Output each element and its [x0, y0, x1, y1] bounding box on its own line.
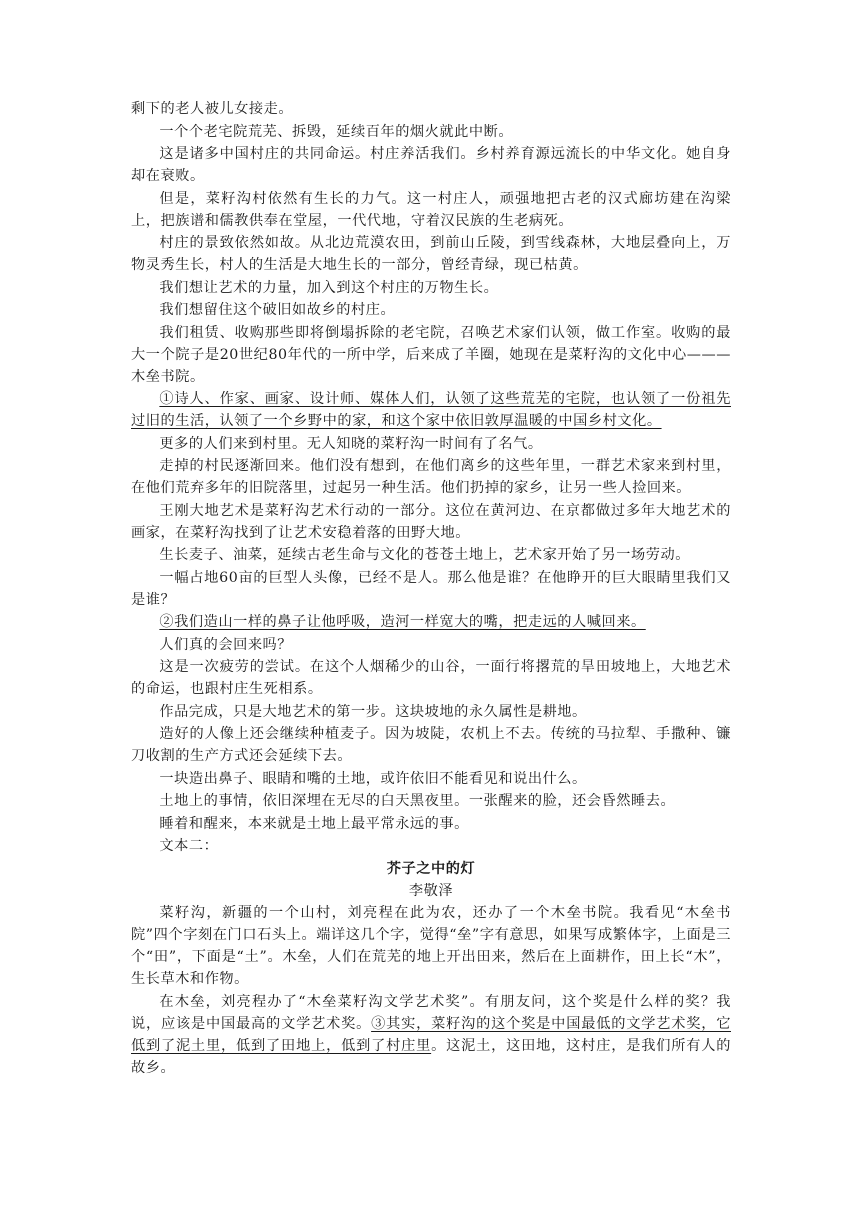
paragraph-text: 更多的人们来到村里。无人知晓的菜籽沟一时间有了名气。: [159, 435, 543, 452]
paragraph: [131, 634, 731, 656]
paragraph-text: 王刚大地艺术是菜籽沟艺术行动的一部分。这位在黄河边、在京都做过多年大地艺术的画家，在菜籽沟找到了让艺术安稳着落的田野大地。: [131, 502, 731, 541]
paragraph-text: 在木垒，刘亮程办了“木垒菜籽沟文学艺术奖”。有朋友问，这个奖是什么样的奖？我说，应该是中国最高的文学艺术奖。: [131, 993, 731, 1032]
paragraph-text: 村庄的景致依然如故。从北边荒漠农田，到前山丘陵，到雪线森林，大地层叠向上，万物灵秀生长，村人的生活是大地生长的一部分，曾经青绿，现已枯黄。: [131, 235, 731, 273]
paragraph: [131, 98, 731, 120]
underlined-sentence: ③其实，菜籽沟的这个奖是中国最低的文学艺术奖，它低到了泥土里，低到了田地上，低到了村庄里: [131, 1015, 731, 1054]
paragraph: [131, 991, 731, 1079]
paragraph: [131, 544, 731, 566]
paragraph: [131, 232, 731, 276]
paragraph-text: 我们想让艺术的力量，加入到这个村庄的万物生长。: [159, 279, 499, 296]
paragraph-text: 人们真的会回来吗？: [159, 636, 293, 653]
paragraph-text: 造好的人像上还会继续种植麦子。因为坡陡，农机上不去。传统的马拉犁、手撒种、镰刀收割的生产方式还会延续下去。: [131, 726, 731, 764]
paragraph: [131, 500, 731, 544]
paragraph-text: 一个个老宅院荒芜、拆毁，延续百年的烟火就此中断。: [159, 123, 514, 140]
paragraph-text: 走掉的村民逐渐回来。他们没有想到，在他们离乡的这些年里，一群艺术家来到村里，在他们荒弃多年的旧院落里，过起另一种生活。他们扔掉的家乡，让另一些人捡回来。: [131, 458, 731, 496]
paragraph-text: 我们想留住这个破旧如故乡的村庄。: [159, 302, 396, 318]
paragraph-text: 一幅占地60亩的巨型人头像，已经不是人。那么他是谁？在他睁开的巨大眼睛里我们又是谁？: [131, 569, 731, 608]
article-title: 芥子之中的灯: [386, 861, 476, 877]
paragraph: [131, 656, 731, 700]
paragraph: [131, 701, 731, 723]
paragraph: [131, 143, 731, 187]
paragraph: [131, 723, 731, 767]
paragraph: [131, 790, 731, 812]
paragraph-text: 这是一次疲劳的尝试。在这个人烟稀少的山谷，一面行将撂荒的旱田坡地上，大地艺术的命运，也跟村庄生死相系。: [131, 659, 731, 697]
paragraph-text: 我们租赁、收购那些即将倒塌拆除的老宅院，召唤艺术家们认领，做工作室。收购的最大一个院子是20世纪80年代的一所中学，后来成了羊圈，她现在是菜籽沟的文化中心———木垒书院。: [131, 324, 731, 385]
paragraph: [131, 188, 731, 232]
paragraph: [131, 277, 731, 299]
article-author: 李敬泽: [408, 883, 454, 899]
paragraph: [131, 455, 731, 499]
paragraph: 菜籽沟，新疆的一个山村，刘亮程在此为农，还办了一个木垒书院。我看见“木垒书院”四个字刻在门口石头上。端详这几个字，觉得“垒”字有意思，如果写成繁体字，上面是三个“田”，下面是“土”。木垒，人们在荒芜的地上开出田来，然后在上面耕作，田上长“木”，生长草木和作物。: [131, 905, 731, 987]
paragraph-text: 一块造出鼻子、眼睛和嘴的土地，或许依旧不能看见和说出什么。: [159, 770, 587, 787]
paragraph-text: 。这泥土，这田地，这村庄，是我们所有人的故乡。: [131, 1037, 731, 1076]
paragraph: [131, 611, 731, 633]
paragraph-text: 这是诸多中国村庄的共同命运。村庄养活我们。乡村养育源远流长的中华文化。她自身却在衰败。: [131, 146, 731, 184]
underlined-sentence: ②我们造山一样的鼻子让他呼吸，造河一样宽大的嘴，把走远的人喊回来。: [159, 614, 646, 630]
paragraph-text: 土地上的事情，依旧深埋在无尽的白天黑夜里。一张醒来的脸，还会昏然睡去。: [159, 793, 676, 809]
paragraph: [131, 433, 731, 455]
document-page: [131, 98, 731, 1079]
paragraph-text: 但是，菜籽沟村依然有生长的力气。这一村庄人，顽强地把古老的汉式廊坊建在沟梁上，把族谱和儒教供奉在堂屋，一代代地，守着汉民族的生老病死。: [131, 190, 731, 229]
paragraph: [131, 322, 731, 388]
paragraph: [131, 121, 731, 143]
paragraph: [131, 835, 731, 857]
paragraph: [131, 567, 731, 611]
paragraph-text: 作品完成，只是大地艺术的第一步。这块坡地的永久属性是耕地。: [159, 703, 587, 720]
paragraph-text: 生长麦子、油菜，延续古老生命与文化的苍苍土地上，艺术家开始了另一场劳动。: [159, 547, 690, 563]
paragraph: [131, 813, 731, 835]
paragraph: [131, 388, 731, 432]
paragraph: [131, 299, 731, 321]
text-one-body: [131, 98, 731, 857]
underlined-sentence: ①诗人、作家、画家、设计师、媒体人们，认领了这些荒芜的宅院，也认领了一份祖先过旧的生活，认领了一个乡野中的家，和这个家中依旧敦厚温暖的中国乡村文化。: [131, 391, 731, 429]
paragraph-text: 睡着和醒来，本来就是土地上最平常永远的事。: [159, 815, 469, 832]
paragraph-text: 剩下的老人被儿女接走。: [131, 101, 294, 117]
paragraph-text: 文本二：: [159, 838, 219, 854]
paragraph: [131, 768, 731, 790]
